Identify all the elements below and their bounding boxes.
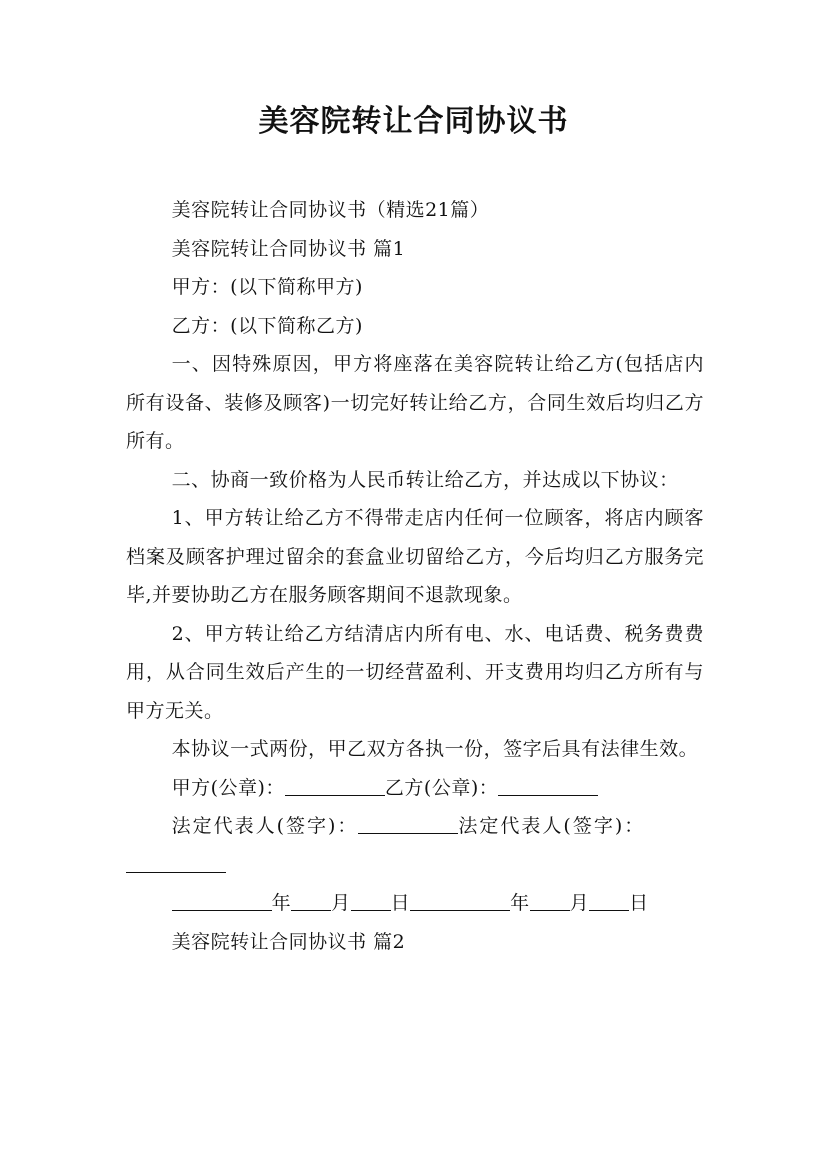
- day-label: 日: [390, 892, 411, 914]
- document-title: 美容院转让合同协议书: [258, 104, 569, 139]
- month-label: 月: [331, 892, 351, 914]
- representative-line-wrap: [126, 846, 704, 885]
- party-a-rep-label: 法定代表人(签字)：: [171, 815, 359, 837]
- party-b-seal-blank: [498, 775, 598, 796]
- seal-line: [126, 769, 704, 808]
- year-label: 年: [271, 892, 292, 914]
- party-a-seal-label: 甲方(公章)：: [171, 776, 285, 799]
- clause-2-item-1: 1、甲方转让给乙方不得带走店内任何一位顾客，将店内顾客档案及顾客护理过留余的套盒业切留给乙方，今后均归乙方服务完毕,并要协助乙方在服务顾客期间不退款现象。: [126, 507, 704, 606]
- party-a-day-blank: [351, 890, 391, 911]
- party-a-year-blank: [172, 890, 272, 911]
- section-heading: 美容院转让合同协议书 篇1: [171, 237, 406, 260]
- next-section-heading: 美容院转让合同协议书 篇2: [171, 930, 406, 953]
- party-a-month-blank: [291, 890, 331, 911]
- subtitle-line: 美容院转让合同协议书（精选21篇）: [171, 199, 490, 221]
- party-b-line: 乙方：(以下简称乙方): [171, 314, 363, 337]
- clause-2-item-2: 2、甲方转让给乙方结清店内所有电、水、电话费、税务费费用，从合同生效后产生的一切经营盈利、开支费用均归乙方所有与甲方无关。: [126, 622, 704, 722]
- document-body: [126, 191, 704, 961]
- party-b-rep-blank: [126, 852, 226, 873]
- party-a-rep-blank: [358, 813, 458, 834]
- party-b-month-blank: [530, 890, 570, 911]
- party-b-year-blank: [410, 890, 510, 911]
- month-label-b: 月: [569, 892, 590, 914]
- clause-2: 二、协商一致价格为人民币转让给乙方，并达成以下协议：: [171, 468, 679, 491]
- date-line: [126, 884, 704, 923]
- party-b-rep-label: 法定代表人(签字)：: [458, 815, 646, 837]
- closing-clause: 本协议一式两份，甲乙双方各执一份，签字后具有法律生效。: [171, 738, 699, 760]
- clause-1: 一、因特殊原因，甲方将座落在美容院转让给乙方(包括店内所有设备、装修及顾客)一切完好转让给乙方，合同生效后均归乙方所有。: [126, 353, 704, 452]
- day-label-b: 日: [629, 892, 649, 914]
- party-a-line: 甲方：(以下简称甲方): [171, 276, 363, 298]
- representative-line: [126, 807, 704, 846]
- party-b-day-blank: [589, 890, 629, 911]
- party-a-seal-blank: [285, 775, 385, 796]
- year-label-b: 年: [510, 892, 530, 914]
- party-b-seal-label: 乙方(公章)：: [384, 776, 499, 799]
